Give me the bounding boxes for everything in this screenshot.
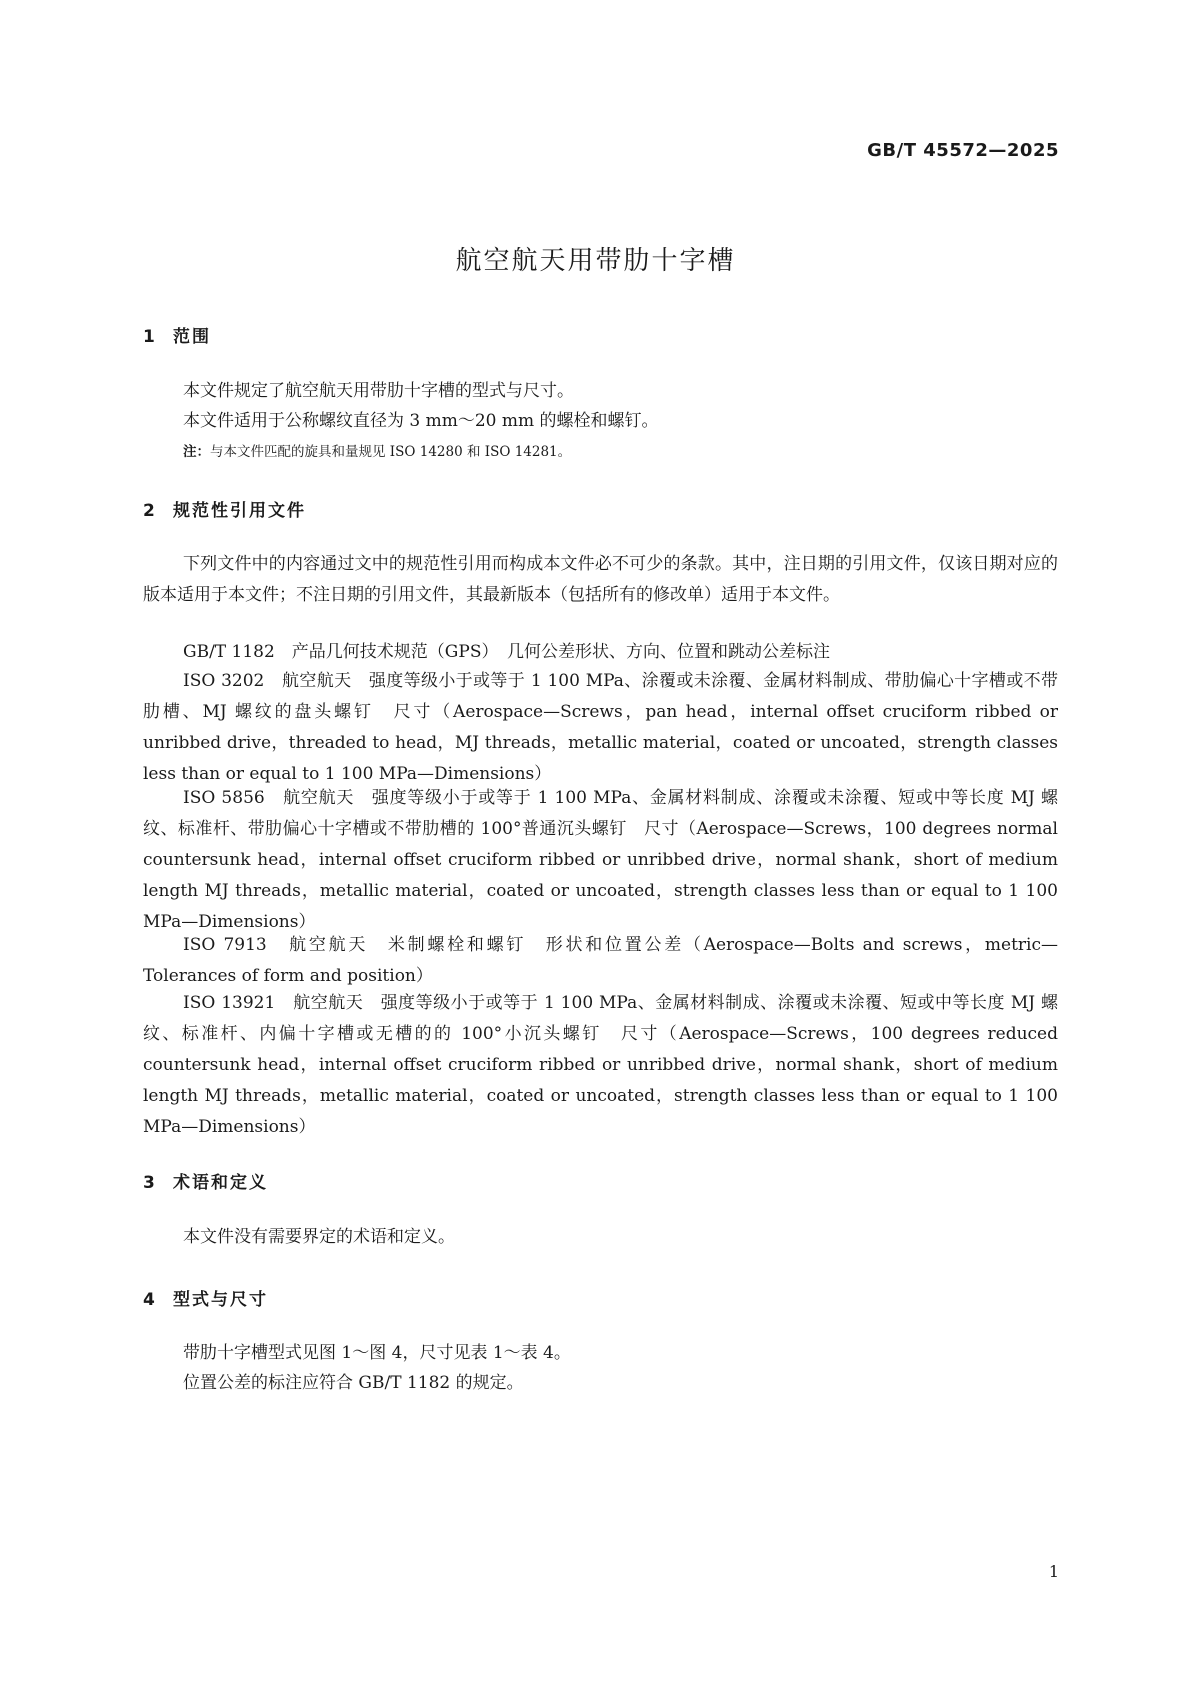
section-1-heading — [143, 322, 211, 347]
section-1-paragraph-2: 本文件适用于公称螺纹直径为 3 mm～20 mm 的螺栓和螺钉。 — [183, 411, 659, 431]
section-2-paragraph-intro: 下列文件中的内容通过文中的规范性引用而构成本文件必不可少的条款。其中，注日期的引用文件，仅该日期对应的版本适用于本文件；不注日期的引用文件，其最新版本（包括所有的修改单）适用于本文件。 — [143, 554, 1058, 605]
section-title: 术语和定义 — [173, 1173, 268, 1193]
section-3-heading — [143, 1168, 268, 1193]
page-title: 航空航天用带肋十字槽 — [455, 246, 736, 276]
note-label: 注： — [183, 444, 210, 460]
reference-iso-7913: ISO 7913 航空航天 米制螺栓和螺钉 形状和位置公差（Aerospace—Bolts and screws，metric— Tolerances of form and position） — [143, 935, 1058, 986]
section-number: 4 — [143, 1290, 157, 1310]
section-number: 1 — [143, 327, 157, 347]
section-4-paragraph-2: 位置公差的标注应符合 GB/T 1182 的规定。 — [183, 1373, 524, 1393]
page-number: 1 — [1048, 1562, 1059, 1581]
reference-iso-3202: ISO 3202 航空航天 强度等级小于或等于 1 100 MPa、涂覆或未涂覆、金属材料制成、带肋偏心十字槽或不带肋槽、MJ 螺纹的盘头螺钉 尺寸（Aerospace—Screws，pan head，internal offset cruciform ribbed or unribbed drive，threaded to head，MJ threads，metallic material，coated or uncoated，strength classes less than or equal to 1 100 MPa—Dimensions） — [143, 671, 1058, 784]
section-number: 2 — [143, 501, 157, 521]
section-3-paragraph-1: 本文件没有需要界定的术语和定义。 — [183, 1227, 455, 1247]
reference-iso-5856: ISO 5856 航空航天 强度等级小于或等于 1 100 MPa、金属材料制成、涂覆或未涂覆、短或中等长度 MJ 螺纹、标准杆、带肋偏心十字槽或不带肋槽的 100°普通沉头螺钉 尺寸（Aerospace—Screws，100 degrees normal countersunk head，internal offset cruciform ribbed or unribbed drive，normal shank，short of medium length MJ threads，metallic material，coated or uncoated，strength classes less than or equal to 1 100 MPa—Dimensions） — [143, 788, 1058, 932]
section-4-paragraph-1: 带肋十字槽型式见图 1～图 4，尺寸见表 1～表 4。 — [183, 1343, 571, 1363]
section-title: 范围 — [173, 327, 211, 347]
doc-number: GB/T 45572—2025 — [867, 140, 1059, 161]
section-4-heading — [143, 1285, 268, 1310]
section-number: 3 — [143, 1173, 157, 1193]
reference-gbt-1182: GB/T 1182 产品几何技术规范（GPS） 几何公差形状、方向、位置和跳动公差标注 — [183, 642, 830, 662]
note-text: 与本文件匹配的旋具和量规见 ISO 14280 和 ISO 14281。 — [210, 444, 572, 460]
section-title: 型式与尺寸 — [173, 1290, 268, 1310]
reference-iso-13921: ISO 13921 航空航天 强度等级小于或等于 1 100 MPa、金属材料制成、涂覆或未涂覆、短或中等长度 MJ 螺纹、标准杆、内偏十字槽或无槽的的 100°小沉头螺钉 尺寸（Aerospace—Screws，100 degrees reduced countersunk head，internal offset cruciform ribbed or unribbed drive，normal shank，short of medium length MJ threads，metallic material，coated or uncoated，strength classes less than or equal to 1 100 MPa—Dimensions） — [143, 993, 1058, 1137]
section-title: 规范性引用文件 — [173, 501, 306, 521]
section-1-paragraph-1: 本文件规定了航空航天用带肋十字槽的型式与尺寸。 — [183, 381, 574, 401]
section-2-heading — [143, 496, 306, 521]
section-1-note — [183, 441, 571, 463]
